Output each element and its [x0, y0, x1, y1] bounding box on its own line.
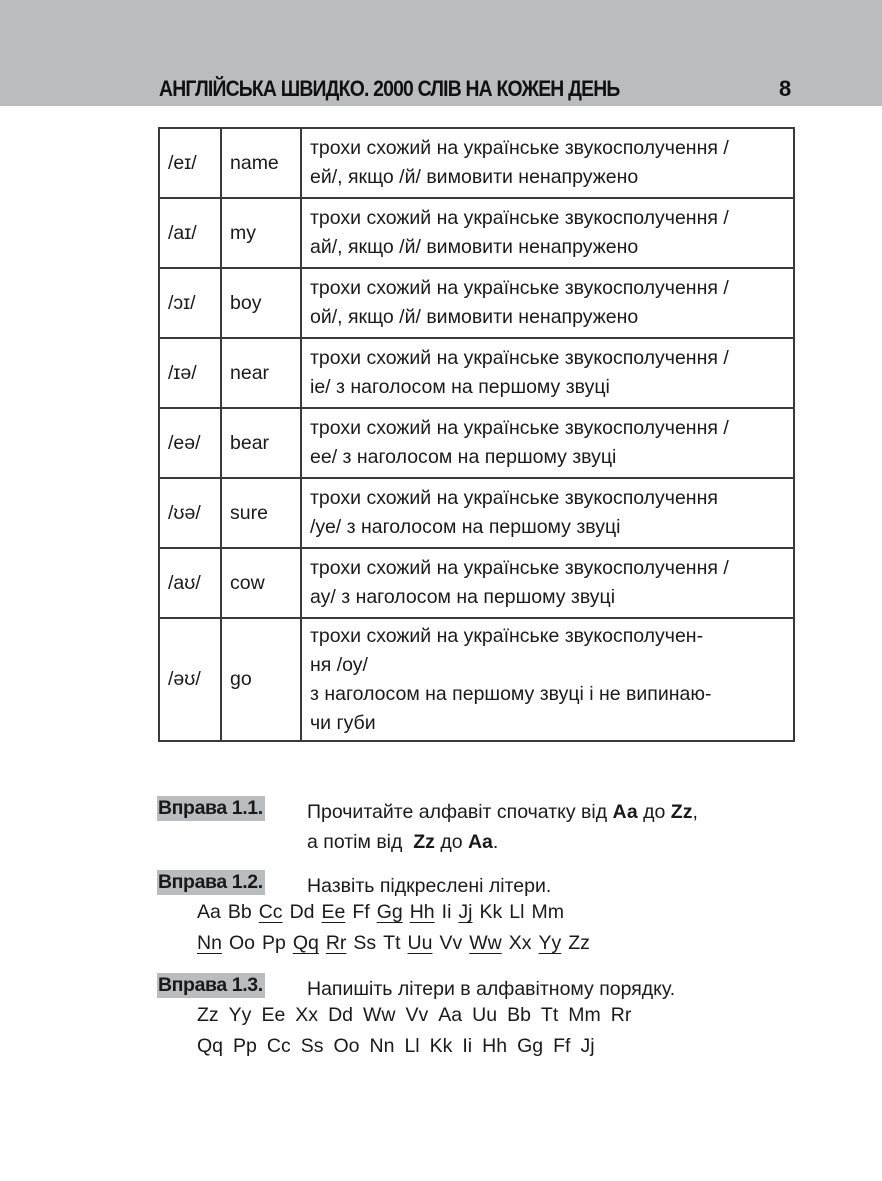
letter: Gg [517, 1035, 544, 1057]
description-line: трохи схожий на українське звукосполучен- [310, 624, 704, 647]
description-line: трохи схожий на українське звукосполучення / [310, 557, 729, 579]
table-row [159, 128, 794, 198]
letter: Cc [266, 1035, 291, 1057]
letter: Ii [441, 901, 452, 923]
letter: Aa [197, 901, 221, 923]
diphthongs-table [158, 127, 795, 742]
letter: Xx [508, 932, 532, 954]
letter: Ll [509, 901, 525, 923]
letter: Ii [462, 1035, 473, 1057]
example-word-cell: near [221, 338, 301, 408]
example-word-cell: my [221, 198, 301, 268]
letter: Tt [383, 932, 401, 954]
letter: Bb [227, 901, 252, 923]
description-line: ее/ з наголосом на першому звуці [310, 446, 617, 468]
letter: Ll [404, 1035, 420, 1057]
table-row [159, 408, 794, 478]
table-row [159, 548, 794, 618]
letter: Uu [472, 1004, 498, 1026]
description-line: трохи схожий на українське звукосполучення / [310, 137, 729, 159]
letter: Pp [261, 932, 286, 954]
letter: Ee [261, 1004, 286, 1026]
letter: Mm [531, 901, 564, 923]
ipa-cell: /aɪ/ [159, 198, 221, 268]
exercise-text: Назвіть підкреслені літери. [307, 875, 552, 897]
exercise-text: Напишіть літери в алфавітному порядку. [307, 978, 676, 1000]
letters-row [197, 901, 571, 924]
ipa-cell: /eɪ/ [159, 128, 221, 198]
letter: Ss [353, 932, 377, 954]
underlined-letter: Rr [325, 932, 347, 954]
letter: Xx [295, 1004, 319, 1026]
description-cell [301, 478, 794, 548]
example-word-cell: sure [221, 478, 301, 548]
ipa-cell: /eə/ [159, 408, 221, 478]
letter: Qq [197, 1035, 224, 1057]
underlined-letter: Jj [458, 901, 473, 923]
underlined-letter: Gg [376, 901, 403, 923]
description-line: трохи схожий на українське звукосполучення / [310, 417, 729, 439]
letter: Kk [429, 1035, 453, 1057]
description-line: з наголосом на першому звуці і не випинаю- [310, 682, 712, 705]
example-word-cell: cow [221, 548, 301, 618]
description-cell [301, 338, 794, 408]
description-line: ой/, якщо /й/ вимовити ненапружено [310, 306, 639, 328]
description-cell [301, 198, 794, 268]
letter: Ss [300, 1035, 324, 1057]
underlined-letter: Nn [197, 932, 222, 954]
exercise-label: Вправа 1.3. [158, 974, 263, 996]
example-word-cell: go [221, 618, 301, 741]
description-line: іе/ з наголосом на першому звуці [310, 376, 610, 398]
letter: Rr [610, 1004, 632, 1026]
letter: Ww [363, 1004, 396, 1026]
description-cell [301, 618, 794, 741]
example-word-cell: boy [221, 268, 301, 338]
example-word-cell: name [221, 128, 301, 198]
ipa-cell: /ɪə/ [159, 338, 221, 408]
exercise-label: Вправа 1.1. [158, 797, 263, 819]
underlined-letter: Hh [409, 901, 435, 923]
description-line: ей/, якщо /й/ вимовити ненапружено [310, 166, 639, 188]
letter: Zz [568, 932, 590, 954]
exercise-text: Прочитайте алфавіт спочатку від Аа до Zz, а потім від Zz до Aa. [307, 801, 698, 853]
table-row [159, 338, 794, 408]
letters-row [197, 1004, 641, 1027]
description-line: трохи схожий на українське звукосполучення / [310, 207, 729, 229]
ipa-cell: /aʊ/ [159, 548, 221, 618]
underlined-letter: Cc [258, 901, 283, 923]
description-line: трохи схожий на українське звукосполучення / [310, 277, 729, 299]
letter: Oo [333, 1035, 360, 1057]
letters-row [197, 932, 597, 955]
table-row [159, 618, 794, 741]
book-title: АНГЛІЙСЬКА ШВИДКО. 2000 СЛІВ НА КОЖЕН ДЕНЬ [159, 76, 620, 101]
letter: Hh [482, 1035, 508, 1057]
description-line: трохи схожий на українське звукосполучення / [310, 347, 729, 369]
ipa-cell: /əʊ/ [159, 618, 221, 741]
letter: Dd [289, 901, 315, 923]
letter: Pp [233, 1035, 257, 1057]
letter: Mm [568, 1004, 601, 1026]
letter: Aa [438, 1004, 463, 1026]
description-cell [301, 128, 794, 198]
description-line: чи губи [310, 711, 376, 734]
table-row [159, 268, 794, 338]
letter: Yy [228, 1004, 252, 1026]
description-line: /уе/ з наголосом на першому звуці [310, 516, 621, 538]
table-row [159, 198, 794, 268]
underlined-letter: Ee [321, 901, 346, 923]
underlined-letter: Yy [538, 932, 562, 954]
description-line: ай/, якщо /й/ вимовити ненапружено [310, 236, 639, 258]
ipa-cell: /ɔɪ/ [159, 268, 221, 338]
page-number: 8 [779, 76, 792, 101]
underlined-letter: Ww [469, 932, 502, 954]
exercise-label: Вправа 1.2. [158, 871, 263, 893]
letter: Dd [328, 1004, 353, 1026]
ipa-cell: /ʊə/ [159, 478, 221, 548]
description-cell [301, 548, 794, 618]
underlined-letter: Uu [407, 932, 433, 954]
letter: Jj [580, 1035, 595, 1057]
underlined-letter: Qq [292, 932, 319, 954]
letter: Ff [352, 901, 370, 923]
letter: Oo [228, 932, 255, 954]
letter: Bb [507, 1004, 531, 1026]
letter: Vv [405, 1004, 429, 1026]
description-line: трохи схожий на українське звукосполучення [310, 487, 718, 509]
letters-row [197, 1035, 605, 1058]
letter: Vv [439, 932, 463, 954]
example-word-cell: bear [221, 408, 301, 478]
description-line: ня /оу/ [310, 653, 368, 676]
letter: Nn [369, 1035, 395, 1057]
letter: Zz [197, 1004, 219, 1026]
table-row [159, 478, 794, 548]
page-header [0, 0, 882, 106]
description-cell [301, 268, 794, 338]
letter: Tt [540, 1004, 559, 1026]
description-line: ау/ з наголосом на першому звуці [310, 586, 616, 608]
description-cell [301, 408, 794, 478]
letter: Ff [553, 1035, 571, 1057]
letter: Kk [479, 901, 503, 923]
